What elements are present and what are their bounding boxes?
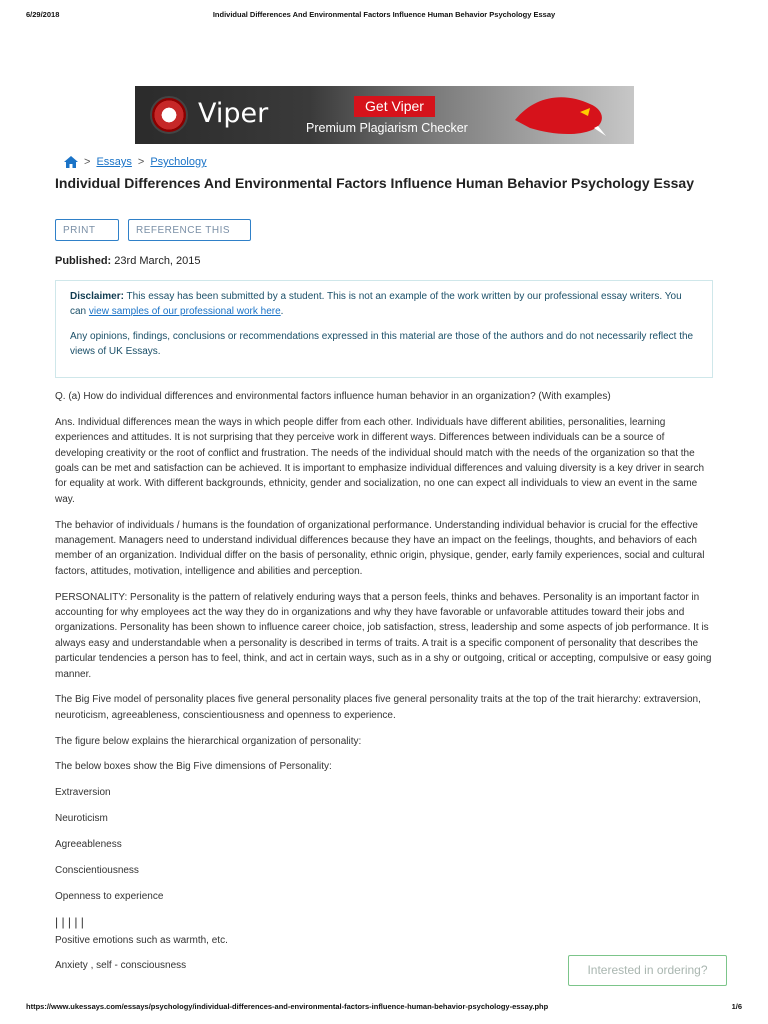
trait-item: Extraversion	[55, 787, 111, 799]
essay-body	[55, 389, 715, 984]
trait-item: Conscientiousness	[55, 865, 139, 877]
published-label: Published:	[55, 255, 112, 267]
trait-bars: | | | | |	[55, 915, 84, 930]
essay-paragraph: PERSONALITY: Personality is the pattern of relatively enduring ways that a person feels, thinks and behaves. Personality is an important factor in accounting for why employees act the way they do in organizations and why they have favorable or unfavorable attitudes toward their jobs and organizations. Personality has been shown to influence career choice, job satisfaction, stress, leadership and some aspects of job performance. It is always easy and understandable when a personality is described in terms of traits. A trait is a specific component of personality that describes the particular tendencies a person has to feel, think, and act in certain ways, such as in a shy or outgoing, critical or accepting, compulsive or easy going manner.	[55, 591, 712, 680]
essay-paragraph: Anxiety , self - consciousness	[55, 960, 187, 972]
print-page-number: 1/6	[731, 1002, 742, 1011]
disclaimer-box	[55, 280, 713, 378]
print-header	[26, 10, 742, 24]
banner-brand: Viper	[198, 98, 269, 129]
disclaimer-paragraph	[70, 289, 698, 319]
trait-item: Neuroticism	[55, 813, 108, 825]
essay-paragraph: The behavior of individuals / humans is the foundation of organizational performance. Understanding individual behavior is crucial for the effective management. Managers need to understand individual differences because they have an impact on the feelings, thoughts, and behaviors of each member of an organization. Individual differ on the basis of personality, ethnic origin, physique, gender, early family experiences, social and cultural factors, attitudes, motivation, intelligence and abilities and perception.	[55, 519, 705, 577]
breadcrumb-separator: >	[137, 156, 145, 168]
disclaimer-text: This essay has been submitted by a student. This is not an example of the work written by our professional essay writers. You can	[70, 291, 682, 317]
interested-in-ordering-button[interactable]: Interested in ordering?	[568, 955, 727, 986]
disclaimer-note: Any opinions, findings, conclusions or recommendations expressed in this material are those of the authors and do not necessarily reflect the views of UK Essays.	[70, 331, 694, 357]
essay-paragraph: Ans. Individual differences mean the ways in which people differ from each other. Individuals have different abilities, personalities, learning experiences and attitudes. It is not surprising that they perceive work in different ways. Differences between individuals can be a source of developing creativity or the root of conflict and frustration. The needs of the individual should match with the needs of the organization so that the goals can be met and satisfaction can be achieved. It is important to emphasize individual differences and valuing diversity is a key driver in search for equality at work. With different backgrounds, ethnicity, gender and socialization, no one can expect all individuals to view an event in the same way.	[55, 416, 705, 505]
essay-paragraph: Positive emotions such as warmth, etc.	[55, 934, 228, 946]
breadcrumb	[64, 154, 207, 170]
home-icon[interactable]	[64, 156, 78, 168]
essay-paragraph: The Big Five model of personality places five general personality places five general personality traits at the top of the trait hierarchy: extraversion, neuroticism, agreeableness, conscientiousness and openness to experience.	[55, 694, 701, 721]
print-url: https://www.ukessays.com/essays/psychology/individual-differences-and-environmental-factors-influence-human-behavior-psychology-essay.php	[26, 1002, 549, 1011]
print-button[interactable]: PRINT	[55, 219, 119, 241]
viper-logo-icon	[150, 96, 188, 134]
essay-paragraph: The below boxes show the Big Five dimensions of Personality:	[55, 761, 332, 773]
disclaimer-label: Disclaimer:	[70, 291, 124, 302]
banner-tagline: Premium Plagiarism Checker	[306, 121, 468, 135]
published-value: 23rd March, 2015	[114, 255, 201, 267]
essay-question: Q. (a) How do individual differences and environmental factors influence human behavior in an organization? (With examples)	[55, 391, 611, 402]
breadcrumb-essays-link[interactable]: Essays	[96, 156, 132, 168]
article-title: Individual Differences And Environmental Factors Influence Human Behavior Psychology Essay	[55, 175, 694, 191]
print-footer	[26, 1002, 742, 1014]
view-samples-link[interactable]: view samples of our professional work here	[88, 306, 281, 317]
essay-paragraph: The figure below explains the hierarchical organization of personality:	[55, 735, 362, 747]
viper-ad-banner[interactable]	[135, 86, 634, 144]
print-date: 6/29/2018	[26, 10, 60, 19]
get-viper-button[interactable]: Get Viper	[354, 96, 435, 117]
snake-icon	[510, 90, 610, 140]
reference-this-button[interactable]: REFERENCE THIS	[128, 219, 251, 241]
print-title: Individual Differences And Environmental Factors Influence Human Behavior Psychology Essay	[212, 10, 556, 19]
trait-item: Agreeableness	[55, 839, 122, 851]
breadcrumb-psychology-link[interactable]: Psychology	[150, 156, 207, 168]
trait-item: Openness to experience	[55, 891, 164, 903]
published-date	[55, 255, 201, 267]
breadcrumb-separator: >	[84, 156, 91, 168]
disclaimer-text-end: .	[280, 306, 284, 317]
